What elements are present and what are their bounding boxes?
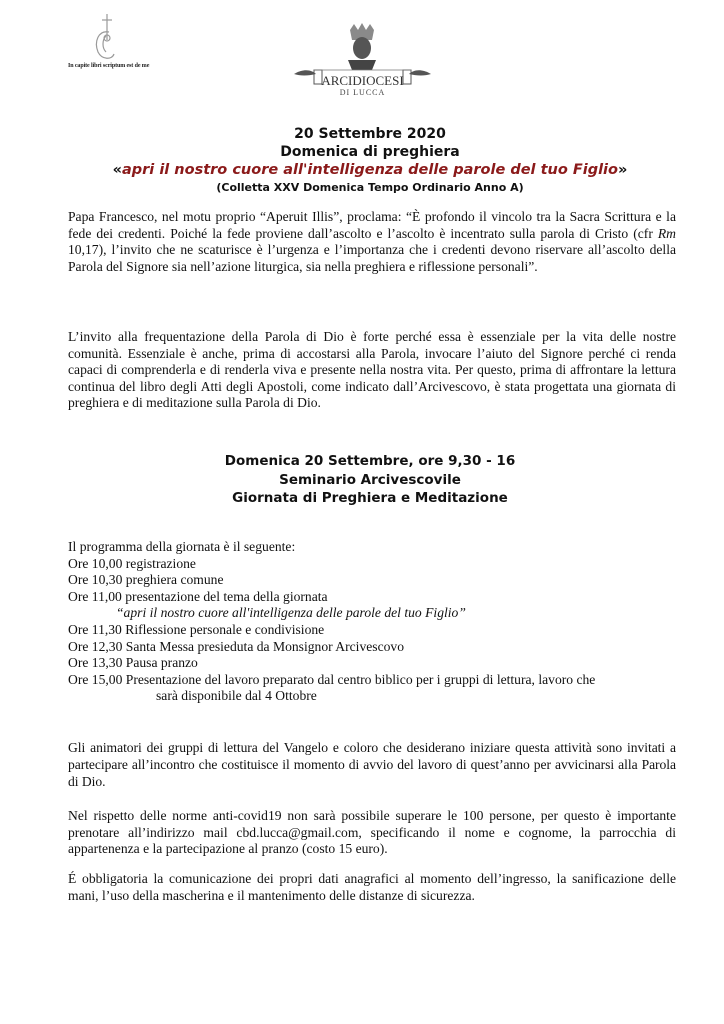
- program-item-continuation: sarà disponibile dal 4 Ottobre: [156, 688, 317, 704]
- event-what: Giornata di Preghiera e Meditazione: [232, 490, 508, 506]
- event-block: [60, 452, 680, 508]
- archdiocese-subname: DI LUCCA: [339, 88, 386, 97]
- scripture-reference: Rm: [657, 225, 676, 241]
- title-block: [60, 125, 680, 195]
- quote-close: »: [618, 162, 628, 178]
- program-item-quote: “apri il nostro cuore all'intelligenza delle parole del tuo Figlio”: [116, 605, 466, 621]
- event-where: Seminario Arcivescovile: [279, 471, 461, 488]
- archdiocese-name: ARCIDIOCESI: [321, 73, 404, 88]
- title-quote: [60, 161, 680, 180]
- event-when: Domenica 20 Settembre, ore 9,30 - 16: [224, 453, 516, 469]
- program-item: Ore 11,30 Riflessione personale e condivisione: [68, 621, 325, 637]
- program-intro: Il programma della giornata è il seguente:: [68, 539, 296, 554]
- program-item: Ore 10,30 preghiera comune: [68, 572, 224, 588]
- notes-paragraph-safety: É obbligatoria la comunicazione dei propri dati anagrafici al momento dell’ingresso, la sanificazione delle mani, l’uso della mascherina e il mantenimento delle distanze di sicurezza.: [68, 871, 676, 903]
- program-item: Ore 12,30 Santa Messa presieduta da Monsignor Arcivescovo: [68, 638, 404, 654]
- title-heading: Domenica di preghiera: [280, 144, 460, 160]
- intro-p1-text-b: 10,17), l’invito che ne scaturisce è l’urgenza e l’importanza che i credenti devono riservare all’ascolto della Parola del Signore sia nell’azione liturgica, sia nella preghiera e riflessione personali”.: [68, 242, 676, 274]
- cross-emblem-icon: [76, 10, 136, 70]
- intro-paragraph-1: [68, 209, 676, 275]
- program-item: Ore 11,00 presentazione del tema della giornata: [68, 588, 328, 604]
- program-list: [68, 539, 688, 705]
- archdiocese-crest-icon: [290, 18, 435, 98]
- intro-paragraph-2: L’invito alla frequentazione della Parola di Dio è forte perché essa è essenziale per la vita delle nostre comunità. Essenziale è anche, prima di accostarsi alla Parola, invocare l’aiuto del Signore perché ci renda capaci di comprenderla e di renderla viva e presente nella nostra vita. Per questo, prima di affrontare la lettura continua del libro degli Atti degli Apostoli, come indicato dall’Arcivescovo, è stata progettata una giornata di preghiera e di meditazione sulla Parola di Dio.: [68, 329, 676, 411]
- notes-paragraph-invitation: Gli animatori dei gruppi di lettura del Vangelo e coloro che desiderano iniziare questa attività sono invitati a partecipare all’incontro che costituisce il momento di avvio del lavoro di quest’anno per avvicinarsi alla Parola di Dio.: [68, 740, 676, 789]
- quote-open: «: [112, 162, 122, 178]
- program-item: Ore 15,00 Presentazione del lavoro preparato dal centro biblico per i gruppi di lettura, lavoro che: [68, 671, 596, 687]
- program-item: Ore 13,30 Pausa pranzo: [68, 655, 198, 671]
- intro-p1-text-a: Papa Francesco, nel motu proprio “Aperuit Illis”, proclama: “È profondo il vincolo tra la Sacra Scrittura e la fede dei credenti. Poiché la fede proviene dall’ascolto e l’ascolto è incentrato sulla parola di Cristo (cfr: [68, 209, 676, 241]
- notes-paragraph-booking: Nel rispetto delle norme anti-covid19 non sarà possibile superare le 100 persone, per questo è importante prenotare all’indirizzo mail cbd.lucca@gmail.com, specificando il nome e cognome, la parrocchia di appartenenza e la partecipazione al pranzo (costo 15 euro).: [68, 808, 676, 857]
- title-subtitle: (Colletta XXV Domenica Tempo Ordinario Anno A): [216, 181, 524, 194]
- motto-text: In capite libri scriptum est de me: [68, 63, 150, 69]
- quote-text: apri il nostro cuore all'intelligenza delle parole del tuo Figlio: [121, 162, 618, 178]
- title-date: 20 Settembre 2020: [294, 126, 446, 142]
- program-item: Ore 10,00 registrazione: [68, 555, 196, 571]
